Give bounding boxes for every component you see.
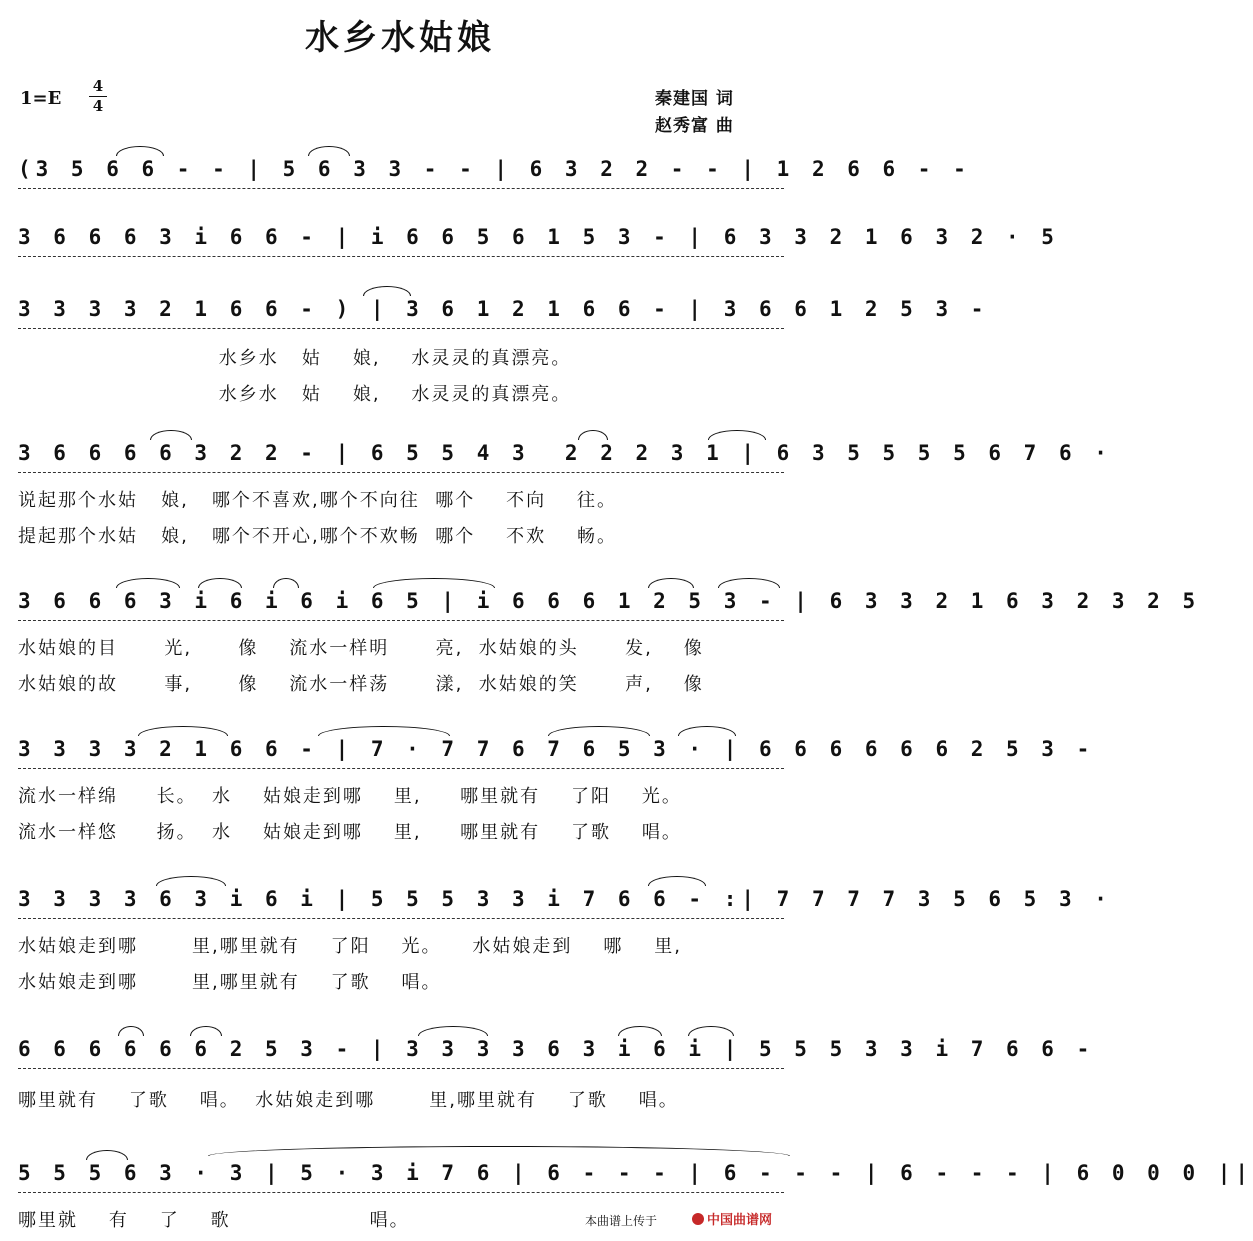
score-line-2 [18,220,1059,260]
slur-mark [718,578,780,588]
lyric-line: 水姑娘的故 事, 像 流水一样荡 漾, 水姑娘的笑 声, 像 [18,674,704,695]
lyric-line: 水姑娘的目 光, 像 流水一样明 亮, 水姑娘的头 发, 像 [18,638,704,659]
beat-underline [18,1192,784,1193]
notation-text: 5 5 5 6 3 · 3 | 5 · 3 i 7 6 | 6 - - - | 6 - - - | 6 - - - | 6 0 0 0 || [18,1161,1253,1185]
slur-mark [678,726,736,736]
notation-text: 3 6 6 6 3 i 6 6 - | i 6 6 5 6 1 5 3 - | 6 3 3 2 1 6 3 2 · 5 [18,225,1059,249]
upload-note: 本曲谱上传于 [585,1214,658,1228]
site-logo-icon [692,1213,704,1225]
time-signature-bottom: 4 [92,97,104,115]
time-signature [89,78,107,115]
slur-mark [363,286,411,296]
beat-underline [18,1068,784,1069]
key-signature: 1=E [20,88,62,109]
slur-mark [273,578,299,588]
beat-underline [18,620,784,621]
notation-text: 6 6 6 6 6 6 2 5 3 - | 3 3 3 3 6 3 i 6 i | 5 5 5 3 3 i 7 6 6 - [18,1037,1095,1061]
lyric-line: 流水一样悠 扬。 水 姑娘走到哪 里, 哪里就有 了歌 唱。 [18,822,682,843]
notation-text: 3 6 6 6 6 3 2 2 - | 6 5 5 4 3 2 2 2 3 1 | 6 3 5 5 5 5 6 7 6 · [18,441,1112,465]
slur-mark [116,578,180,588]
slur-mark [156,876,226,886]
lyricist-credit: 秦建国 词 [655,89,734,109]
slur-mark [688,1026,734,1036]
notation-text: 3 3 3 3 2 1 6 6 - ) | 3 6 1 2 1 6 6 - | 3 6 6 1 2 5 3 - [18,297,989,321]
slur-mark [86,1150,128,1160]
slur-mark [118,1026,144,1036]
score-line-4 [18,436,1112,476]
lyric-line: 提起那个水姑 娘, 哪个不开心,哪个不欢畅 哪个 不欢 畅。 [18,526,617,547]
slur-mark [708,430,766,440]
beat-underline [18,768,784,769]
slur-mark [618,1026,662,1036]
slur-mark [373,578,495,588]
score-line-3 [18,292,989,332]
lyric-line: 水乡水 姑 娘, 水灵灵的真漂亮。 [18,384,572,405]
slur-mark [418,1026,488,1036]
slur-mark [138,726,228,736]
lyric-line: 流水一样绵 长。 水 姑娘走到哪 里, 哪里就有 了阳 光。 [18,786,682,807]
score-line-9 [18,1156,1253,1196]
score-line-1 [18,152,971,192]
slur-mark [198,578,242,588]
notation-text: 3 3 3 3 6 3 i 6 i | 5 5 5 3 3 i 7 6 6 - :| 7 7 7 7 3 5 6 5 3 · [18,887,1112,911]
slur-mark [116,146,164,156]
slur-mark [208,1146,790,1156]
time-signature-top: 4 [92,77,104,95]
slur-mark [578,430,608,440]
slur-mark [548,726,650,736]
score-line-6 [18,732,1095,772]
slur-mark [318,726,450,736]
site-name: 中国曲谱网 [707,1213,773,1228]
beat-underline [18,256,784,257]
notation-text: (3 5 6 6 - - | 5 6 3 3 - - | 6 3 2 2 - - | 1 2 6 6 - - [18,157,971,181]
beat-underline [18,328,784,329]
slur-mark [190,1026,222,1036]
slur-mark [648,578,694,588]
score-line-5 [18,584,1201,624]
lyric-line: 哪里就有 了歌 唱。 水姑娘走到哪 里,哪里就有 了歌 唱。 [18,1090,679,1111]
lyric-line: 水姑娘走到哪 里,哪里就有 了阳 光。 水姑娘走到 哪 里, [18,936,682,957]
beat-underline [18,472,784,473]
lyric-line: 说起那个水姑 娘, 哪个不喜欢,哪个不向往 哪个 不向 往。 [18,490,617,511]
beat-underline [18,918,784,919]
lyric-line: 哪里就 有 了 歌 唱。 [18,1210,410,1231]
site-logo[interactable] [692,1209,772,1228]
notation-text: 3 6 6 6 3 i 6 i 6 i 6 5 | i 6 6 6 1 2 5 3 - | 6 3 3 2 1 6 3 2 3 2 5 [18,589,1201,613]
composer-credit: 赵秀富 曲 [655,116,734,136]
beat-underline [18,188,784,189]
score-line-7 [18,882,1112,922]
score-line-8 [18,1032,1095,1072]
slur-mark [308,146,350,156]
lyric-line: 水姑娘走到哪 里,哪里就有 了歌 唱。 [18,972,442,993]
slur-mark [150,430,192,440]
slur-mark [648,876,706,886]
song-title: 水乡水姑娘 [305,18,495,58]
notation-text: 3 3 3 3 2 1 6 6 - | 7 · 7 7 6 7 6 5 3 · | 6 6 6 6 6 6 2 5 3 - [18,737,1095,761]
lyric-line: 水乡水 姑 娘, 水灵灵的真漂亮。 [18,348,572,369]
